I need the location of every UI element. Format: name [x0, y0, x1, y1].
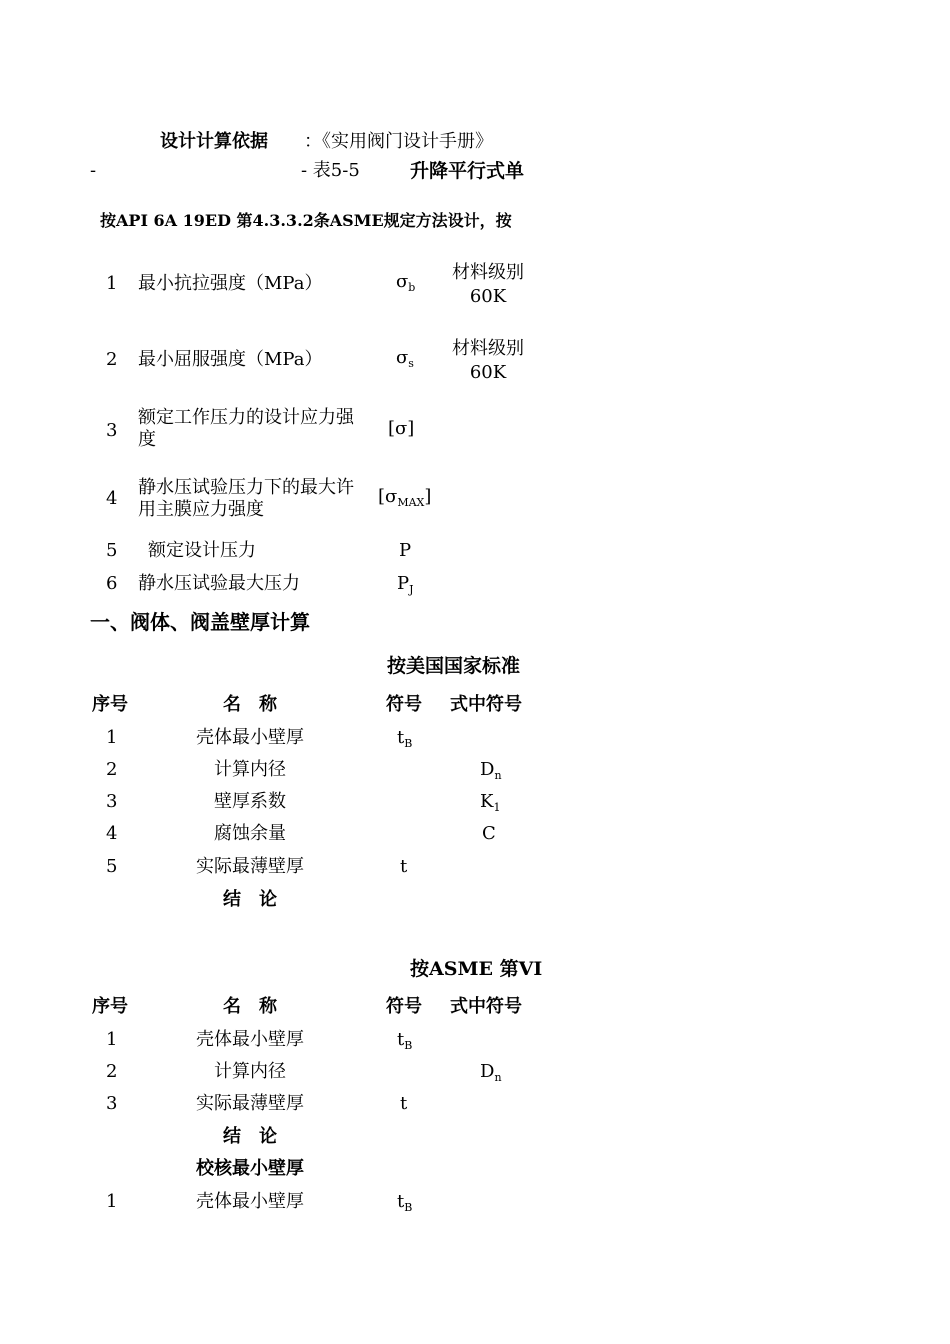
param-no: 4 — [106, 488, 118, 509]
row-name: 壳体最小壁厚 — [196, 727, 304, 748]
row-formula-symbol: C — [482, 823, 496, 844]
param-symbol: P — [399, 540, 412, 561]
api-design-line: 按API 6A 19ED 第4.3.3.2条ASME规定方法设计，按 — [100, 211, 512, 230]
table-reference: - 表5-5 — [301, 160, 360, 181]
row-no: 5 — [106, 856, 118, 877]
material-grade-value: 60K — [469, 362, 507, 383]
row-no: 2 — [106, 1061, 118, 1082]
row-no: 1 — [106, 727, 118, 748]
standard-title: 按ASME 第VI — [410, 958, 543, 980]
param-no: 6 — [106, 573, 118, 594]
material-grade-value: 60K — [469, 286, 507, 307]
param-name: 最小屈服强度（MPa） — [138, 349, 323, 370]
param-symbol: $\sigma_b$ — [396, 271, 416, 294]
row-name: 计算内径 — [214, 1061, 286, 1082]
check-title: 校核最小壁厚 — [196, 1158, 304, 1179]
param-symbol: $P_J$ — [397, 573, 414, 596]
header-no: 序号 — [92, 694, 128, 715]
header-name: 名 称 — [223, 694, 277, 715]
header-no: 序号 — [92, 996, 128, 1017]
row-no: 1 — [106, 1191, 118, 1212]
row-name: 计算内径 — [214, 759, 286, 780]
header-name: 名 称 — [223, 996, 277, 1017]
row-symbol: t — [400, 1093, 408, 1114]
row-formula-symbol: $K_1$ — [480, 791, 501, 814]
conclusion-label: 结 论 — [223, 1126, 277, 1147]
row-name: 壁厚系数 — [214, 791, 286, 812]
row-symbol: t — [400, 856, 408, 877]
param-no: 3 — [106, 420, 118, 441]
row-name: 壳体最小壁厚 — [196, 1029, 304, 1050]
section-title: 一、阀体、阀盖壁厚计算 — [90, 610, 310, 634]
document-title: 升降平行式单 — [410, 160, 525, 182]
dash-marker: - — [90, 160, 97, 181]
row-formula-symbol: $D_n$ — [480, 759, 502, 782]
basis-source: ：《实用阀门设计手册》 — [304, 131, 493, 152]
row-symbol: $t_B$ — [397, 1191, 413, 1214]
param-no: 1 — [106, 273, 118, 294]
header-formula-symbol: 式中符号 — [450, 694, 522, 715]
param-name: 最小抗拉强度（MPa） — [138, 273, 323, 294]
standard-title: 按美国国家标准 — [387, 655, 521, 677]
param-name: 额定工作压力的设计应力强度 — [138, 407, 354, 450]
param-name: 额定设计压力 — [148, 540, 256, 561]
param-name: 静水压试验最大压力 — [138, 573, 300, 594]
param-symbol: [σ] — [388, 418, 415, 439]
param-no: 2 — [106, 349, 118, 370]
basis-label: 设计计算依据 — [160, 131, 268, 152]
row-no: 2 — [106, 759, 118, 780]
param-name: 静水压试验压力下的最大许用主膜应力强度 — [138, 477, 354, 520]
header-symbol: 符号 — [386, 694, 422, 715]
row-symbol: $t_B$ — [397, 727, 413, 750]
row-name: 壳体最小壁厚 — [196, 1191, 304, 1212]
param-no: 5 — [106, 540, 118, 561]
header-formula-symbol: 式中符号 — [450, 996, 522, 1017]
material-grade-label: 材料级别 — [452, 338, 524, 359]
row-no: 3 — [106, 791, 118, 812]
row-symbol: $t_B$ — [397, 1029, 413, 1052]
row-no: 4 — [106, 823, 118, 844]
row-name: 腐蚀余量 — [214, 823, 286, 844]
row-no: 1 — [106, 1029, 118, 1050]
param-symbol: $[\sigma_{MAX}]$ — [378, 486, 432, 509]
row-no: 3 — [106, 1093, 118, 1114]
param-symbol: $\sigma_s$ — [396, 347, 414, 370]
header-symbol: 符号 — [386, 996, 422, 1017]
row-name: 实际最薄壁厚 — [196, 856, 304, 877]
material-grade-label: 材料级别 — [452, 262, 524, 283]
conclusion-label: 结 论 — [223, 889, 277, 910]
row-name: 实际最薄壁厚 — [196, 1093, 304, 1114]
row-formula-symbol: $D_n$ — [480, 1061, 502, 1084]
